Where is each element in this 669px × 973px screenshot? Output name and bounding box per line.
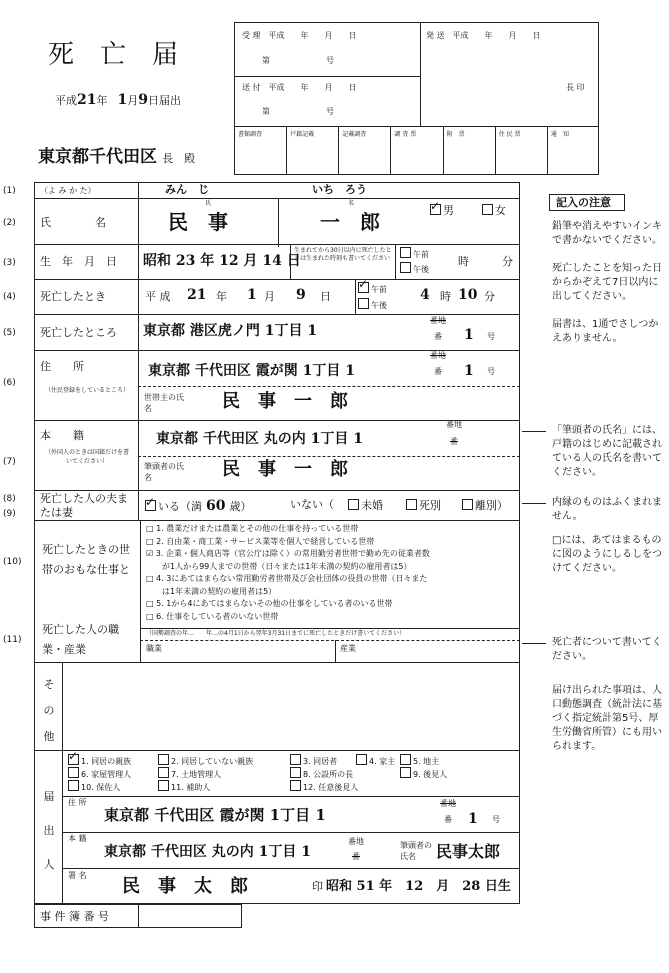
spouse-divorced-label: 離別） <box>475 499 508 512</box>
death-pm-checkbox[interactable] <box>358 298 369 309</box>
notifier-relation-option[interactable] <box>68 767 131 779</box>
name-shi-label: 氏 <box>205 200 212 207</box>
notifier-relation-label: 8. 公設所の長 <box>303 770 354 779</box>
row-label-5: (5) <box>3 328 16 338</box>
notifier-relation-checkbox[interactable] <box>290 780 301 791</box>
note-deadline: 死亡したことを知った日からかぞえて7日以内に出してください。 <box>552 263 662 302</box>
row-label-2: (2) <box>3 218 16 228</box>
note-checkbox: □には、あてはまるものに図のようにしるしをつけてください。 <box>552 535 662 574</box>
death-time-label: 死亡したとき <box>40 290 106 303</box>
spouse-dead-checkbox[interactable] <box>406 499 417 510</box>
notifier-seal: 印 <box>312 880 323 893</box>
addressee-suffix: 長 殿 <box>162 152 196 165</box>
submission-year-unit: 年 <box>96 94 108 107</box>
spouse-yes-label: いる（満 <box>158 500 202 513</box>
birth-pm-checkbox[interactable] <box>400 262 411 273</box>
death-place-value: 東京都 港区虎ノ門 1丁目 1 <box>143 323 318 339</box>
household-option: は1年未満の契約の雇用者は5） <box>146 586 277 596</box>
notifier-ban: 番 <box>444 815 452 824</box>
birth-am-checkbox[interactable] <box>400 247 411 258</box>
notifier-relation-checkbox[interactable] <box>158 767 169 778</box>
death-time-day: 9 <box>296 287 306 303</box>
notifier-banchi: 番地 <box>440 799 456 808</box>
household-option[interactable]: □ 6. 仕事をしている者のいない世帯 <box>146 611 279 621</box>
honseki-banchi: 番地 <box>446 420 462 429</box>
spouse-no-label: いない（ <box>290 498 334 511</box>
notifier-relation-label: 6. 家屋管理人 <box>81 770 132 779</box>
notifier-relation-label: 5. 地主 <box>413 757 440 766</box>
notifier-relation-checkbox[interactable] <box>158 754 169 765</box>
address-go: 号 <box>487 367 495 376</box>
name-surname: 民 事 <box>168 210 228 234</box>
spouse-yes[interactable] <box>145 499 251 513</box>
submission-month-unit: 月 <box>127 94 139 107</box>
death-am-checkbox[interactable] <box>358 282 369 293</box>
case-number-label: 事 件 簿 番 号 <box>40 910 109 923</box>
spouse-dead[interactable] <box>406 499 441 511</box>
reading-surname: みん じ <box>165 183 209 196</box>
office-column-label: 住 民 票 <box>498 131 521 138</box>
notifier-relation-checkbox[interactable] <box>158 780 169 791</box>
note-common-law: 内縁のものはふくまれません。 <box>552 497 662 522</box>
office-received-no: 第 号 <box>262 56 334 65</box>
row-label-9: (9) <box>3 509 16 519</box>
notifier-relation-option[interactable] <box>158 780 210 792</box>
notifier-relation-checkbox[interactable] <box>68 767 79 778</box>
office-received: 受 理 平成 年 月 日 <box>242 31 357 40</box>
notifier-relation-checkbox[interactable] <box>290 767 301 778</box>
note-deceased: 死亡者について書いてください。 <box>552 637 662 662</box>
office-column-label: 戸籍記載 <box>290 131 315 138</box>
death-pm[interactable] <box>358 298 387 310</box>
row-label-1: (1) <box>3 186 16 196</box>
name-given: 一 郎 <box>320 210 380 234</box>
notifier-head-label: 筆頭者の氏名 <box>400 841 432 861</box>
death-hour: 4 <box>420 287 430 303</box>
birth-value: 昭和 23 年 12 月 14 日 <box>143 253 301 269</box>
notifier-relation-label: 12. 任意後見人 <box>303 783 359 792</box>
address-banchi: 番地 <box>430 351 446 360</box>
address-num: 1 <box>464 363 474 379</box>
occupation-job-label: 職業 <box>146 644 162 653</box>
row-label-7: (7) <box>3 457 16 467</box>
submission-era: 平成 <box>55 94 77 107</box>
spouse-age: 60 <box>206 498 226 514</box>
occupation-note: （国勢調査の年… 年…の4月1日から翌年3月31日までに死亡したときだけ書いてください） <box>146 630 406 637</box>
note-arrow-2 <box>522 503 546 504</box>
row-label-8: (8) <box>3 494 16 504</box>
notifier-relation-option[interactable] <box>400 754 439 766</box>
notifier-relation-label: 10. 保佐人 <box>81 783 121 792</box>
submission-month: 1 <box>117 92 128 108</box>
office-column-label: 書類調査 <box>238 131 263 138</box>
honseki-sublabel: （外国人のときは国籍だけを書いてください） <box>44 449 129 465</box>
submission-day: 9 <box>138 92 148 108</box>
notifier-relation-label: 11. 補助人 <box>171 783 211 792</box>
notifier-label: 届出人 <box>43 790 55 871</box>
household-option: が1人から99人までの世帯（日々または1年未満の契約の雇用者は5） <box>146 561 412 571</box>
death-place-label: 死亡したところ <box>40 326 117 339</box>
address-sublabel: （住民登録をしているところ） <box>44 387 129 394</box>
notifier-relation-label: 2. 同居していない親族 <box>171 757 254 766</box>
notifier-honseki-ban: 番 <box>352 852 360 861</box>
reading-label: （よ み か た） <box>40 186 96 195</box>
notifier-num: 1 <box>468 811 478 827</box>
notifier-sign-label: 署 名 <box>68 871 87 880</box>
sex-female[interactable] <box>482 204 506 216</box>
form-title: 死 亡 届 <box>48 40 179 70</box>
notifier-relation-label: 7. 土地管理人 <box>171 770 222 779</box>
death-pm-label: 午後 <box>371 301 387 310</box>
honseki-head-name: 民 事 一 郎 <box>222 459 348 480</box>
office-seal: 長 印 <box>566 83 585 92</box>
notifier-relation-checkbox[interactable] <box>290 754 301 765</box>
spouse-label: 死亡した人の夫または妻 <box>40 492 128 519</box>
notifier-relation-checkbox[interactable] <box>400 754 411 765</box>
row-label-11: (11) <box>3 635 22 645</box>
death-minute: 10 <box>458 287 478 303</box>
spouse-dead-label: 死別 <box>419 499 441 512</box>
household-option[interactable]: □ 5. 1から4にあてはまらないその他の仕事をしている者のいる世帯 <box>146 599 393 608</box>
note-pencil: 鉛筆や消えやすいインキで書かないでください。 <box>552 221 662 246</box>
notifier-honseki-label: 本 籍 <box>68 834 87 843</box>
death-am[interactable] <box>358 282 387 294</box>
name-label: 氏 名 <box>40 216 106 229</box>
household-option[interactable]: □ 1. 農業だけまたは農業とその他の仕事を持っている世帯 <box>146 524 359 533</box>
reading-given: いち ろう <box>312 183 367 196</box>
address-ban: 番 <box>434 367 442 376</box>
birth-am[interactable] <box>400 247 429 259</box>
household-option[interactable]: □ 2. 自由業・商工業・サービス業等を個人で経営している世帯 <box>146 536 375 546</box>
notifier-relation-checkbox[interactable] <box>356 754 367 765</box>
birth-pm[interactable] <box>400 262 429 274</box>
death-time-month-unit: 月 <box>264 290 275 303</box>
spouse-divorced[interactable] <box>462 499 508 511</box>
office-column-label: 記載調査 <box>342 131 367 138</box>
spouse-unmarried-label: 未婚 <box>361 499 383 512</box>
death-hour-label: 時 <box>440 290 451 303</box>
occupation-industry-label: 産業 <box>340 644 356 653</box>
notifier-relation-label: 3. 同居者 <box>303 757 338 766</box>
notifier-relation-option[interactable] <box>158 754 253 766</box>
addressee-office: 東京都千代田区 <box>38 147 157 167</box>
honseki-head-label: 筆頭者の氏名 <box>144 462 184 482</box>
death-time-era: 平 成 <box>145 290 171 303</box>
submission-year: 21 <box>77 92 97 108</box>
spouse-divorced-checkbox[interactable] <box>462 499 473 510</box>
row-label-10: (10) <box>3 557 22 567</box>
office-column-label: 附 票 <box>446 131 465 138</box>
notifier-relation-label: 9. 後見人 <box>413 770 448 779</box>
notifier-relation-option[interactable] <box>400 767 447 779</box>
spouse-yes-checkbox[interactable] <box>145 500 156 511</box>
death-place-go: 号 <box>487 332 495 341</box>
spouse-unmarried-checkbox[interactable] <box>348 499 359 510</box>
notifier-relation-option[interactable] <box>68 754 131 766</box>
note-arrow-1 <box>522 431 546 432</box>
sex-male[interactable] <box>430 204 454 216</box>
death-place-ban: 番 <box>434 332 442 341</box>
notifier-relation-option[interactable] <box>290 754 337 766</box>
notifier-address: 東京都 千代田区 霞が関 1丁目 1 <box>104 806 326 824</box>
honseki-label: 本 籍 <box>40 429 84 442</box>
address-head-label: 世帯主の氏名 <box>144 393 184 413</box>
office-use-box <box>234 22 599 175</box>
death-time-year-unit: 年 <box>216 290 227 303</box>
notifier-head-name: 民事太郎 <box>436 842 501 861</box>
notifier-address-label: 住 所 <box>68 798 87 807</box>
notifier-honseki-banchi: 番地 <box>348 837 364 846</box>
notifier-relation-checkbox[interactable] <box>68 754 79 765</box>
notifier-relation-option[interactable] <box>290 767 353 779</box>
household-option[interactable]: ☑ 3. 企業・個人商店等（官公庁は除く）の常用勤労者世帯で勤め先の従業者数 <box>146 549 430 558</box>
birth-pm-label: 午後 <box>413 265 429 274</box>
sex-female-checkbox[interactable] <box>482 204 493 215</box>
note-arrow-3 <box>522 643 546 644</box>
addressee <box>38 142 195 167</box>
death-minute-label: 分 <box>484 290 495 303</box>
notifier-relation-checkbox[interactable] <box>68 780 79 791</box>
notifier-relation-label: 1. 同居の親族 <box>81 757 132 766</box>
submission-day-unit: 日 <box>147 94 159 107</box>
notifier-go: 号 <box>492 815 500 824</box>
birth-minute-label: 分 <box>502 255 513 268</box>
honseki-value: 東京都 千代田区 丸の内 1丁目 1 <box>156 431 363 447</box>
death-time-month: 1 <box>247 287 257 303</box>
spouse-age-suffix: 歳） <box>229 500 252 513</box>
office-forwarded-no: 第 号 <box>262 107 334 116</box>
household-label: 死亡したときの世帯のおもな仕事と <box>42 543 130 576</box>
death-place-num: 1 <box>464 327 474 343</box>
submission-date <box>55 92 181 108</box>
sex-male-label: 男 <box>443 204 454 217</box>
notifier-relation-label: 4. 家主 <box>369 757 396 766</box>
address-label: 住 所 <box>40 360 84 373</box>
birth-hour-label: 時 <box>458 255 469 268</box>
office-forwarded: 送 付 平成 年 月 日 <box>242 83 357 92</box>
notifier-relation-option[interactable] <box>290 780 358 792</box>
note-statistics: 届け出られた事項は、人口動態調査（統計法に基づく指定統計第5号、厚生労働省所管）にも用いられます。 <box>552 685 662 752</box>
notifier-birth: 昭和 51 年 12 月 28 日生 <box>326 879 511 894</box>
death-time-year: 21 <box>187 287 207 303</box>
death-am-label: 午前 <box>371 285 387 294</box>
address-head-name: 民 事 一 郎 <box>222 391 348 412</box>
household-option[interactable]: □ 4. 3にあてはまらない常用勤労者世帯及び会社団体の役員の世帯（日々また <box>146 574 428 583</box>
row-label-3: (3) <box>3 258 16 268</box>
death-time-day-unit: 日 <box>320 290 331 303</box>
death-place-banchi: 番地 <box>430 316 446 325</box>
notes-title: 記入の注意 <box>556 196 611 209</box>
other-label: その他 <box>43 678 55 743</box>
birth-label: 生 年 月 日 <box>40 255 117 268</box>
notifier-relation-checkbox[interactable] <box>400 767 411 778</box>
sex-male-checkbox[interactable] <box>430 204 441 215</box>
row-label-4: (4) <box>3 292 16 302</box>
address-value: 東京都 千代田区 霞が関 1丁目 1 <box>148 363 355 379</box>
row-label-6: (6) <box>3 378 16 388</box>
name-mei-label: 名 <box>348 200 355 207</box>
birth-time-note: 生まれてから30日以内に死亡したときは生まれた時刻も書いてください <box>294 247 392 262</box>
spouse-unmarried[interactable] <box>348 499 383 511</box>
sex-female-label: 女 <box>495 204 506 217</box>
notifier-relation-option[interactable] <box>158 767 221 779</box>
notifier-relation-option[interactable] <box>356 754 395 766</box>
office-column-label: 通 知 <box>550 131 569 138</box>
birth-am-label: 午前 <box>413 250 429 259</box>
notifier-relation-option[interactable] <box>68 780 120 792</box>
office-column-label: 調 査 票 <box>394 131 417 138</box>
office-sent: 発 送 平成 年 月 日 <box>426 31 541 40</box>
occupation-label: 死亡した人の職業・産業 <box>42 623 119 656</box>
note-head-name: 「筆頭者の氏名」には、戸籍のはじめに記載されている人の氏名を書いてください。 <box>552 425 662 478</box>
submission-suffix: 届出 <box>158 94 181 107</box>
note-copies: 届書は、1通でさしつかえありません。 <box>552 319 659 344</box>
notifier-signature: 民 事 太 郎 <box>122 876 248 897</box>
notifier-honseki: 東京都 千代田区 丸の内 1丁目 1 <box>104 844 311 860</box>
honseki-ban: 番 <box>450 437 458 446</box>
